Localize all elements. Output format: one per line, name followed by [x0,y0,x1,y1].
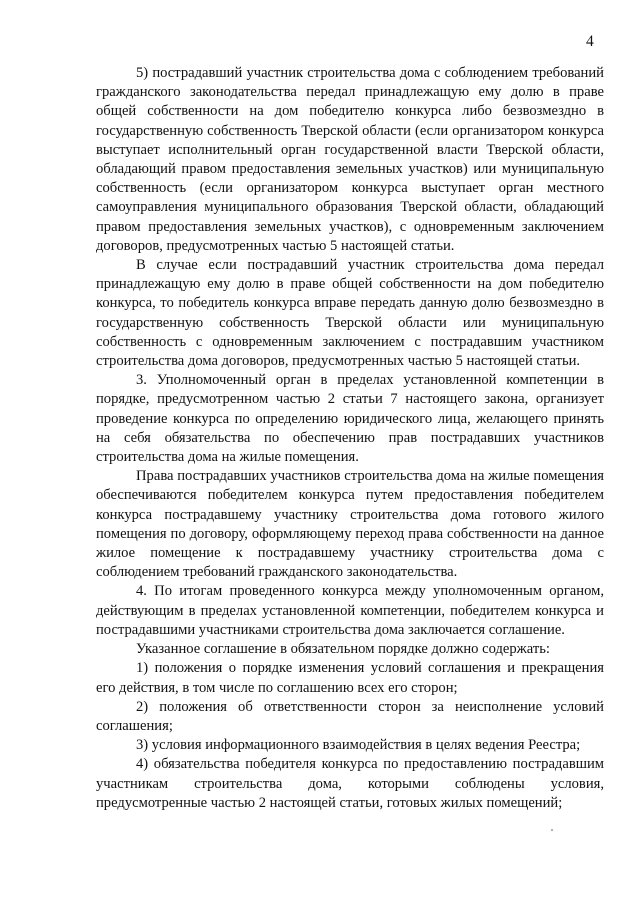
list-item-4: 4) обязательства победителя конкурса по предоставлению пострадавшим участникам строительства дома, которыми соблюдены условия, предусмотренные частью 2 настоящей статьи, готовых жилых помещений; [96,756,604,811]
list-item-2: 2) положения об ответственности сторон за неисполнение условий соглашения; [96,698,604,734]
paragraph-section-3: 3. Уполномоченный орган в пределах установленной компетенции в порядке, предусмотренном частью 2 статьи 7 настоящего закона, организует проведение конкурса по определению юридического лица, желающего принять на себя обязательства по обеспечению прав пострадавших участников строительства дома на жилые помещения. [96,372,604,466]
document-body [96,64,604,813]
paragraph-item-5: 5) пострадавший участник строительства дома с соблюдением требований гражданского законодательства передал принадлежащую ему долю в праве общей собственности на дом победителю конкурса либо безвозмездно в государственную собственность Тверской области (если организатором конкурса выступает исполнительный орган государственной власти Тверской области, обладающий правом предоставления земельных участков) или муниципальную собственность (если организатором конкурса выступает орган местного самоуправления муниципального образования Тверской области, обладающий правом предоставления земельных участков), с одновременным заключением договоров, предусмотренных частью 5 настоящей статьи. [96,65,604,254]
list-item-3: 3) условия информационного взаимодействия в целях ведения Реестра; [136,737,581,754]
paragraph-transfer-case: В случае если пострадавший участник строительства дома передал принадлежащую ему долю в праве общей собственности на дом победителю конкурса, то победитель конкурса вправе передать данную долю безвозмездно в государственную собственность Тверской области или муниципальную собственность с одновременным заключением с пострадавшим участником строительства дома договоров, предусмотренных частью 5 настоящей статьи. [96,257,604,370]
page-number: 4 [586,33,594,50]
paragraph-section-4: 4. По итогам проведенного конкурса между уполномоченным органом, действующим в пределах установленной компетенции, победителем конкурса и пострадавшими участниками строительства дома заключается соглашение. [96,583,604,638]
paragraph-rights-provision: Права пострадавших участников строительства дома на жилые помещения обеспечиваются победителем конкурса путем предоставления победителем конкурса пострадавшему участнику строительства дома готового жилого помещения по договору, оформляющему переход права собственности на данное жилое помещение к пострадавшему участнику строительства дома с соблюдением требований гражданского законодательства. [96,468,604,581]
scan-artifact-dot [551,829,553,831]
list-item-1: 1) положения о порядке изменения условий соглашения и прекращения его действия, в том числе по соглашению всех его сторон; [96,660,604,696]
paragraph-agreement-intro: Указанное соглашение в обязательном порядке должно содержать: [136,641,550,658]
